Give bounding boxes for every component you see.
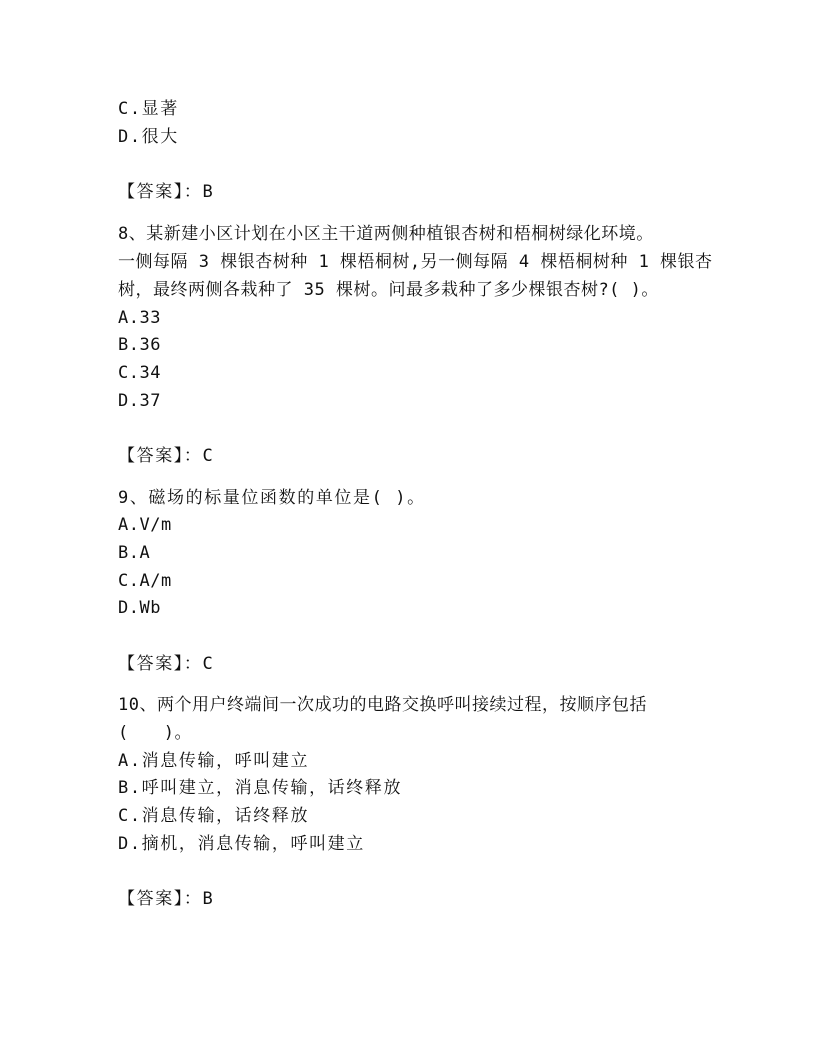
- q9-option-c: C.A/m: [118, 571, 172, 591]
- q7-answer: 【答案】：B: [118, 182, 215, 202]
- q8-option-a: A.33: [118, 308, 161, 328]
- q9-option-d: D.Wb: [118, 598, 161, 618]
- q8-option-c: C.34: [118, 363, 161, 383]
- q8-option-b: B.36: [118, 335, 161, 355]
- q10-option-b: B.呼叫建立，消息传输，话终释放: [118, 778, 403, 798]
- q10-stem-line-1: 10、两个用户终端间一次成功的电路交换呼叫接续过程，按顺序包括: [118, 695, 647, 715]
- q8-stem-line-3: 树，最终两侧各栽种了 35 棵树。问最多栽种了多少棵银杏树?( )。: [118, 280, 659, 300]
- q8-option-d: D.37: [118, 391, 161, 411]
- q9-option-b: B.A: [118, 543, 151, 563]
- q9-option-a: A.V/m: [118, 515, 172, 535]
- q10-stem-line-2: ( )。: [118, 723, 192, 743]
- q10-answer: 【答案】：B: [118, 889, 215, 909]
- q7-option-c: C.显著: [118, 99, 179, 119]
- q9-stem: 9、磁场的标量位函数的单位是( )。: [118, 488, 426, 508]
- q10-option-d: D.摘机，消息传输，呼叫建立: [118, 834, 365, 854]
- q8-answer: 【答案】：C: [118, 446, 215, 466]
- q8-stem-line-2: 一侧每隔 3 棵银杏树种 1 棵梧桐树,另一侧每隔 4 棵梧桐树种 1 棵银杏: [118, 252, 713, 272]
- q9-answer: 【答案】：C: [118, 654, 215, 674]
- q10-option-c: C.消息传输，话终释放: [118, 806, 310, 826]
- q10-option-a: A.消息传输，呼叫建立: [118, 751, 310, 771]
- q7-option-d: D.很大: [118, 127, 179, 147]
- q8-stem-line-1: 8、某新建小区计划在小区主干道两侧种植银杏树和梧桐树绿化环境。: [118, 224, 654, 244]
